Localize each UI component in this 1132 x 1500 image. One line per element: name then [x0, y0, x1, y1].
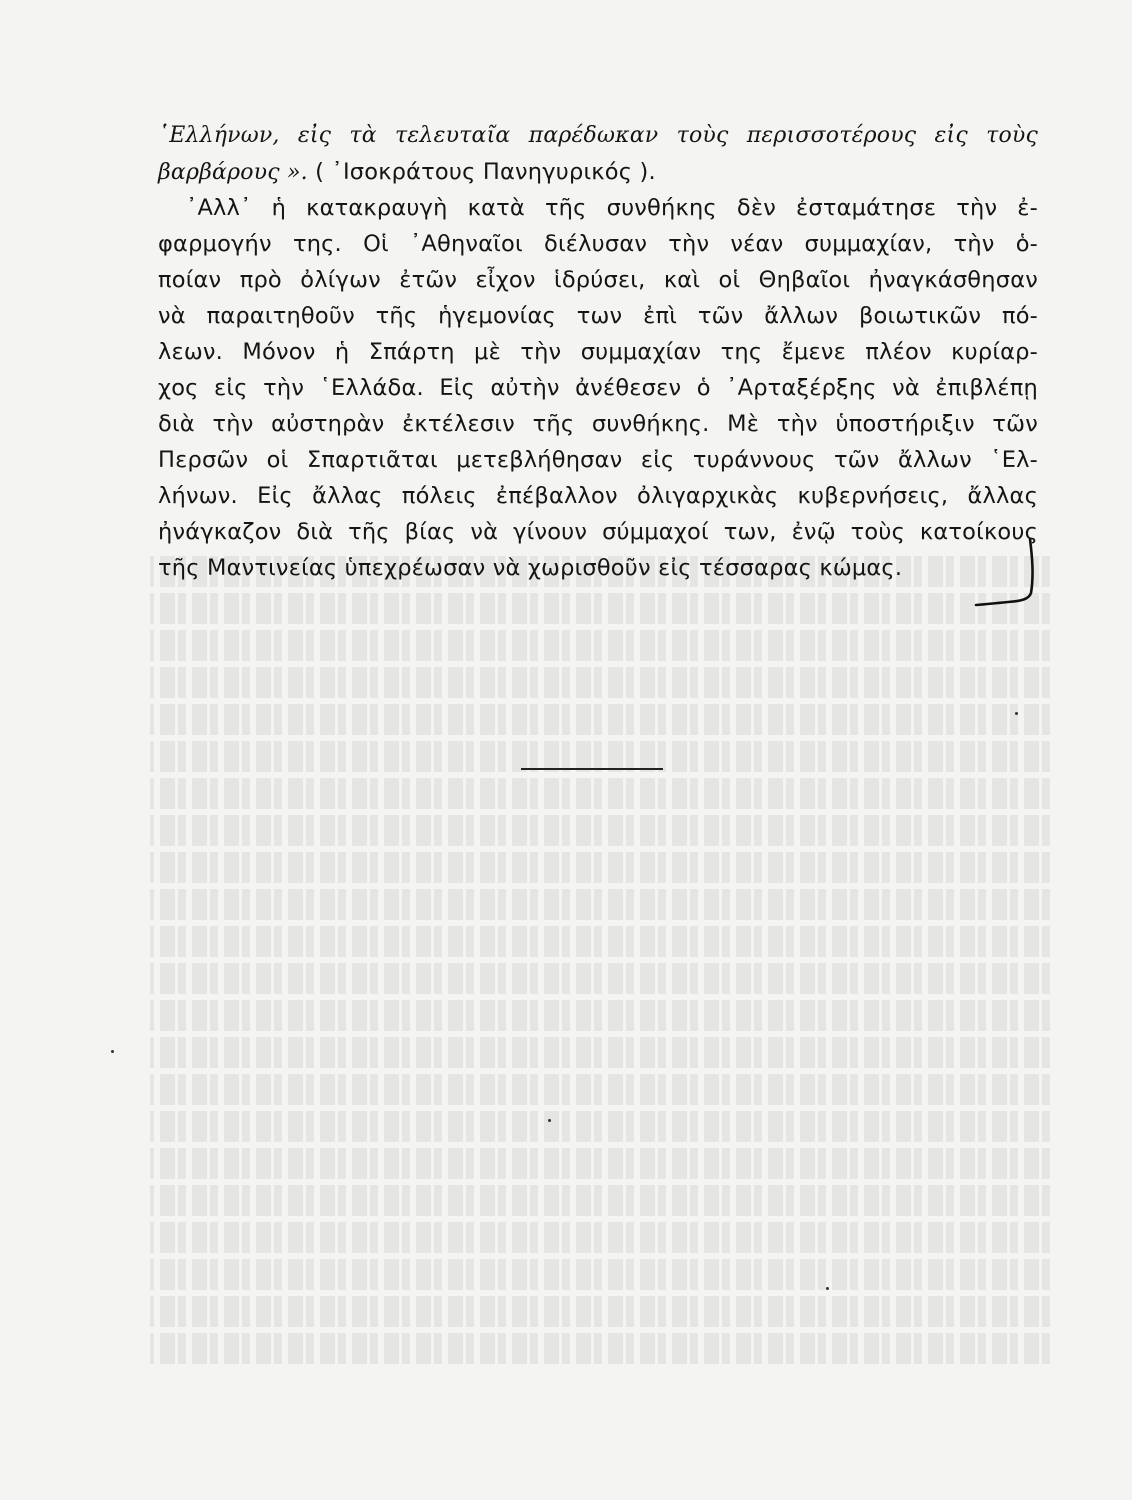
scan-speck — [1015, 712, 1018, 715]
paragraph-line-5: λεων. Μόνον ἡ Σπάρτη μὲ τὴν συμμαχίαν της ἔμενε πλέον κυρίαρ- — [158, 339, 1038, 365]
paragraph-line-8: Περσῶν οἱ Σπαρτιᾶται μετεβλήθησαν εἰς τυράννους τῶν ἄλλων ῾Ελ- — [158, 447, 1038, 473]
scan-speck — [826, 1287, 829, 1290]
body-text — [158, 118, 1038, 586]
scan-speck — [111, 1050, 114, 1053]
show-through-texture — [150, 550, 1050, 1450]
quote-line-2 — [158, 154, 1038, 190]
scan-speck — [548, 1119, 551, 1122]
paragraph-line-6: χος εἰς τὴν ῾Ελλάδα. Εἰς αὐτὴν ἀνέθεσεν ὁ ᾿Αρταξέρξης νὰ ἐπιβλέπῃ — [158, 375, 1038, 401]
quote-italic-end: βαρβάρους ». — [158, 160, 308, 185]
section-divider — [521, 768, 663, 770]
quote-source: ( ᾿Ισοκράτους Πανηγυρικός ). — [307, 159, 656, 185]
paragraph-line-4: νὰ παραιτηθοῦν τῆς ἡγεμονίας των ἐπὶ τῶν ἄλλων βοιωτικῶν πό- — [158, 303, 1038, 329]
paragraph-line-3: ποίαν πρὸ ὀλίγων ἐτῶν εἶχον ἱδρύσει, καὶ οἱ Θηβαῖοι ἠναγκάσθησαν — [158, 267, 1038, 293]
paragraph-line-1: ᾿Αλλ᾿ ἡ κατακραυγὴ κατὰ τῆς συνθήκης δὲν ἐσταμάτησε τὴν ἐ- — [186, 195, 1038, 221]
paragraph-line-10: ἠνάγκαζον διὰ τῆς βίας νὰ γίνουν σύμμαχοί των, ἐνῷ τοὺς κατοίκους — [158, 519, 1038, 545]
paragraph-line-11: τῆς Μαντινείας ὑπεχρέωσαν νὰ χωρισθοῦν εἰς τέσσαρας κώμας. — [158, 555, 903, 581]
paragraph-line-7: διὰ τὴν αὐστηρὰν ἐκτέλεσιν τῆς συνθήκης. Μὲ τὴν ὑποστήριξιν τῶν — [158, 411, 1038, 437]
paragraph-line-2: φαρμογήν της. Οἱ ᾿Αθηναῖοι διέλυσαν τὴν νέαν συμμαχίαν, τὴν ὁ- — [158, 231, 1038, 257]
paragraph-line-9: λήνων. Εἰς ἄλλας πόλεις ἐπέβαλλον ὀλιγαρχικὰς κυβερνήσεις, ἄλλας — [158, 483, 1038, 509]
quote-line-1: ῾Ελλήνων, εἰς τὰ τελευταῖα παρέδωκαν τοὺς περισσοτέρους εἰς τοὺς — [158, 123, 1038, 148]
handwritten-bracket-mark — [968, 535, 1038, 610]
